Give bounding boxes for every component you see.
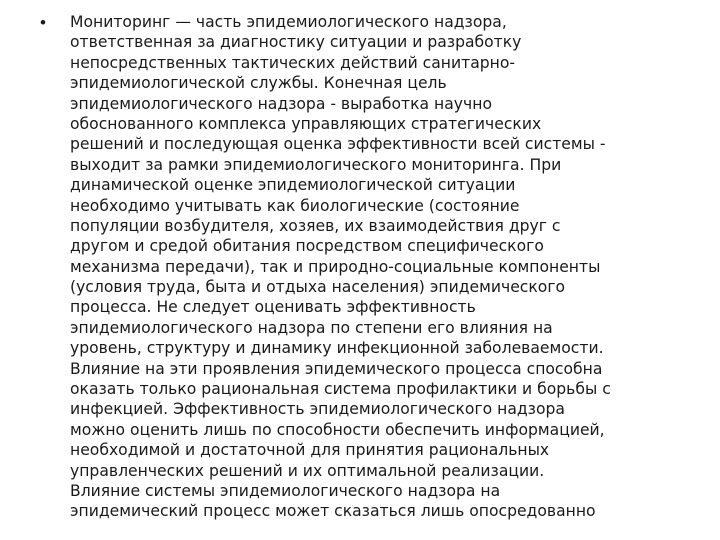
text-line: непосредственных тактических действий санитарно- xyxy=(70,53,516,72)
bullet-icon: • xyxy=(40,13,46,32)
text-line: механизма передачи), так и природно-социальные компоненты xyxy=(70,257,601,276)
text-line: другом и средой обитания посредством специфического xyxy=(70,237,544,256)
text-line: эпидемиологического надзора по степени его влияния на xyxy=(70,318,553,337)
text-line: Мониторинг — часть эпидемиологического надзора, xyxy=(70,13,507,31)
text-line: ответственная за диагностику ситуации и разработку xyxy=(70,33,522,52)
text-line: можно оценить лишь по способности обеспечить информацией, xyxy=(70,420,605,439)
text-line: эпидемиологического надзора - выработка научно xyxy=(70,94,492,113)
text-line: эпидемиологической службы. Конечная цель xyxy=(70,74,447,93)
text-line: процесса. Не следует оценивать эффективность xyxy=(70,298,476,317)
text-line: уровень, структуру и динамику инфекционной заболеваемости. xyxy=(70,339,604,358)
text-line: эпидемический процесс может сказаться лишь опосредованно xyxy=(70,502,596,521)
text-line: обоснованного комплекса управляющих стратегических xyxy=(70,114,542,133)
text-line: Влияние на эти проявления эпидемического процесса способна xyxy=(70,359,603,378)
text-line: (условия труда, быта и отдыха населения) эпидемического xyxy=(70,278,566,297)
text-line: Влияние системы эпидемиологического надзора на xyxy=(70,481,501,500)
text-line: оказать только рациональная система профилактики и борьбы с xyxy=(70,380,611,399)
text-line: динамической оценке эпидемиологической ситуации xyxy=(70,176,516,195)
text-line: необходимой и достаточной для принятия рациональных xyxy=(70,441,550,460)
text-line: необходимо учитывать как биологические (состояние xyxy=(70,196,520,215)
text-line: управленческих решений и их оптимальной реализации. xyxy=(70,461,545,480)
text-line: выходит за рамки эпидемиологического мониторинга. При xyxy=(70,155,562,174)
text-line: популяции возбудителя, хозяев, их взаимодействия друг с xyxy=(70,216,561,235)
text-line: инфекцией. Эффективность эпидемиологического надзора xyxy=(70,400,565,419)
text-line: решений и последующая оценка эффективности всей системы - xyxy=(70,135,606,154)
bullet-text xyxy=(70,12,611,522)
